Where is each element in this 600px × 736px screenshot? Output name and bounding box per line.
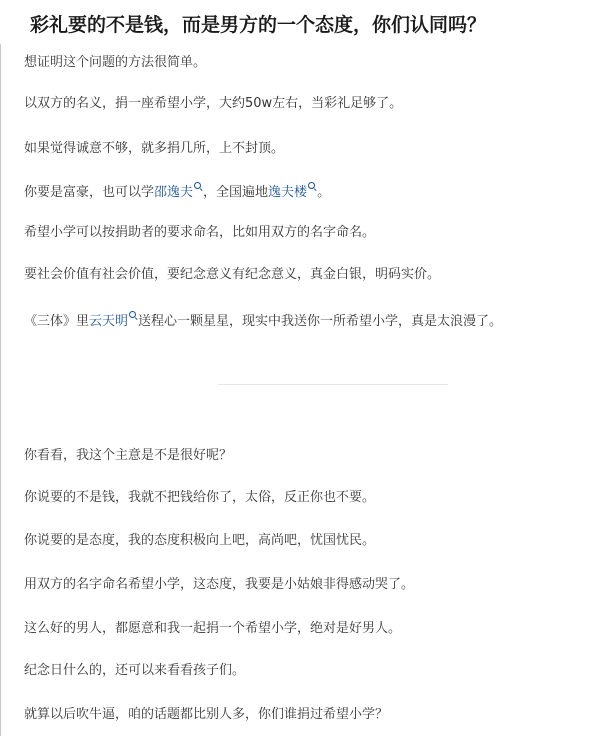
- paragraph-7: [24, 311, 502, 331]
- paragraph-7-text-b: 送程心一颗星星，现实中我送你一所希望小学，真是太浪漫了。: [138, 314, 503, 329]
- paragraph-7-text-a: 《三体》里: [24, 314, 90, 329]
- paragraph-4-text-b: ，全国遍地: [203, 185, 269, 200]
- search-icon[interactable]: [129, 311, 137, 319]
- paragraph-5: 希望小学可以按捐助者的要求命名，比如用双方的名字命名。: [24, 225, 376, 240]
- paragraph-12: 这么好的男人，都愿意和我一起捐一个希望小学，绝对是好男人。: [24, 621, 402, 636]
- paragraph-4-text-a: 你要是富豪，也可以学: [24, 185, 155, 200]
- paragraph-14: 就算以后吹牛逼，咱的话题都比别人多，你们谁捐过希望小学？: [24, 707, 389, 722]
- left-border: [0, 44, 1, 736]
- paragraph-4-text-c: 。: [317, 185, 331, 200]
- paragraph-4: [24, 182, 330, 202]
- paragraph-3: 如果觉得诚意不够，就多捐几所，上不封顶。: [24, 141, 285, 156]
- link-yifu-building[interactable]: 逸夫楼: [268, 185, 308, 200]
- paragraph-9: 你说要的不是钱，我就不把钱给你了，太俗，反正你也不要。: [24, 490, 376, 505]
- paragraph-6: 要社会价值有社会价值，要纪念意义有纪念意义，真金白银，明码实价。: [24, 267, 441, 282]
- paragraph-10: 你说要的是态度，我的态度积极向上吧，高尚吧，忧国忧民。: [24, 533, 376, 548]
- link-shao-yifu[interactable]: 邵逸夫: [154, 185, 194, 200]
- paragraph-13: 纪念日什么的，还可以来看看孩子们。: [24, 663, 246, 678]
- section-divider: [218, 384, 448, 385]
- link-yun-tianming[interactable]: 云天明: [89, 314, 129, 329]
- paragraph-8: 你看看，我这个主意是不是很好呢？: [24, 448, 233, 463]
- search-icon[interactable]: [308, 182, 316, 190]
- title-bar: [0, 0, 600, 44]
- paragraph-2: 以双方的名义，捐一座希望小学，大约50w左右，当彩礼足够了。: [24, 96, 403, 111]
- paragraph-11: 用双方的名字命名希望小学，这态度，我要是小姑娘非得感动哭了。: [24, 577, 415, 592]
- question-title: 彩礼要的不是钱，而是男方的一个态度，你们认同吗？: [30, 14, 487, 36]
- paragraph-1: 想证明这个问题的方法很简单。: [24, 55, 207, 70]
- search-icon[interactable]: [194, 182, 202, 190]
